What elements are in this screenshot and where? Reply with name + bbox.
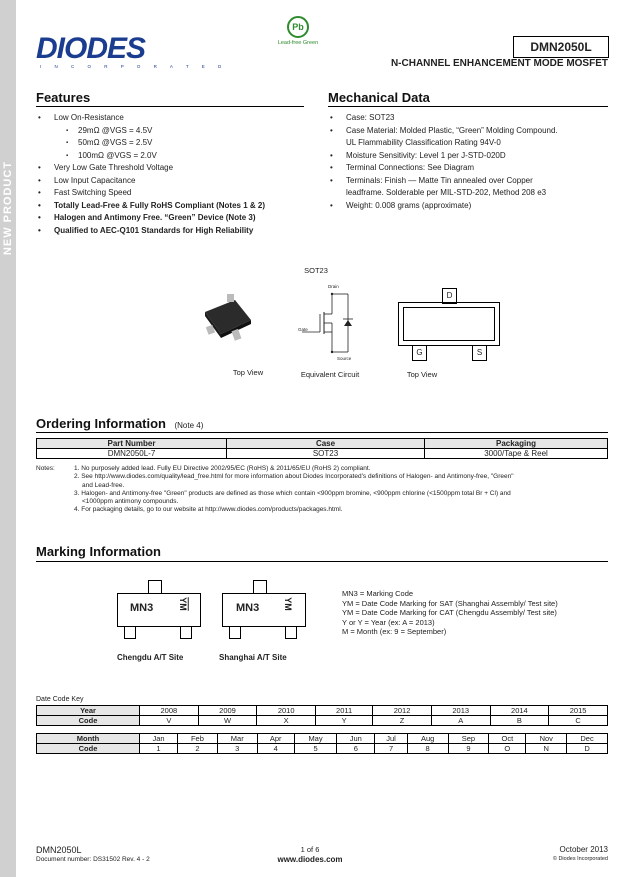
pin-g: G	[412, 345, 427, 361]
year-cell: 2014	[490, 706, 549, 716]
month-code-cell: 1	[140, 744, 178, 754]
mechanical-title: Mechanical Data	[328, 90, 430, 105]
pin-s: S	[472, 345, 487, 361]
source-label: Source	[337, 356, 352, 361]
year-cell: 2012	[373, 706, 432, 716]
year-label: Year	[37, 706, 140, 716]
features-rule	[36, 106, 304, 107]
equivalent-circuit-diagram	[292, 282, 364, 366]
month-code-cell: 5	[294, 744, 337, 754]
lead-free-icon: Pb	[287, 16, 309, 38]
chengdu-top-pin	[148, 580, 162, 594]
cell-packaging: 3000/Tape & Reel	[425, 449, 608, 459]
features-list	[36, 112, 316, 237]
chengdu-site-label: Chengdu A/T Site	[117, 653, 184, 662]
feature-item: ▪ 100mΩ @VGS = 2.0V	[36, 150, 316, 163]
year-cell: 2013	[431, 706, 490, 716]
year-cell: 2015	[549, 706, 608, 716]
header-part-number: Part Number	[37, 439, 227, 449]
month-cell: Jun	[337, 734, 375, 744]
month-row	[37, 734, 608, 744]
year-code-cell: Z	[373, 716, 432, 726]
shanghai-marking-body	[222, 593, 306, 627]
notes-label: Notes:	[36, 465, 55, 472]
year-code-table	[36, 705, 608, 726]
mechanical-rule	[328, 106, 608, 107]
feature-item: • Low Input Capacitance	[36, 175, 316, 188]
feature-item: • Halogen and Antimony Free. “Green” Device (Note 3)	[36, 212, 316, 225]
top-view-label-2: Top View	[406, 370, 438, 379]
footer-doc-number: Document number: DS31502 Rev. 4 - 2	[36, 856, 150, 863]
year-code-cell: Y	[316, 716, 373, 726]
month-code-cell: 7	[375, 744, 407, 754]
year-cell: 2008	[140, 706, 199, 716]
chengdu-pin-left	[124, 626, 136, 639]
shanghai-site-label: Shanghai A/T Site	[219, 653, 287, 662]
legend-line-2: YM = Date Code Marking for SAT (Shanghai Assembly/ Test site)	[342, 598, 558, 608]
month-code-row	[37, 744, 608, 754]
header-case: Case	[227, 439, 425, 449]
year-cell: 2009	[198, 706, 257, 716]
month-cell: Nov	[526, 734, 567, 744]
year-row	[37, 706, 608, 716]
top-view-label-1: Top View	[232, 368, 264, 377]
shanghai-pin-right	[285, 626, 297, 639]
year-code-cell: C	[549, 716, 608, 726]
year-cell: 2010	[257, 706, 316, 716]
month-code-cell: D	[567, 744, 608, 754]
ordering-table	[36, 438, 608, 459]
month-code-cell: 4	[257, 744, 294, 754]
table-row	[37, 449, 608, 459]
cell-case: SOT23	[227, 449, 425, 459]
ordering-title: Ordering Information	[36, 416, 166, 431]
month-code-cell: 6	[337, 744, 375, 754]
month-cell: Feb	[177, 734, 217, 744]
legend-line-5: M = Month (ex: 9 = September)	[342, 627, 447, 636]
footer-copyright: © Diodes Incorporated	[552, 856, 608, 862]
month-cell: Jan	[140, 734, 178, 744]
feature-item: ▪ 29mΩ @VGS = 4.5V	[36, 125, 316, 138]
part-number-box: DMN2050L	[513, 36, 609, 58]
year-code-cell: A	[431, 716, 490, 726]
equivalent-circuit-label: Equivalent Circuit	[300, 370, 360, 379]
month-cell: Aug	[407, 734, 448, 744]
month-code-cell: 9	[448, 744, 489, 754]
month-cell: Jul	[375, 734, 407, 744]
chengdu-marking-code: MN3	[130, 602, 154, 614]
notes-list	[74, 465, 614, 515]
package-label: SOT23	[304, 266, 328, 275]
drain-label: Drain	[328, 284, 339, 289]
chengdu-pin-right	[180, 626, 192, 639]
ordering-header-row	[37, 439, 608, 449]
year-code-row	[37, 716, 608, 726]
marking-title: Marking Information	[36, 544, 161, 559]
shanghai-pin-left	[229, 626, 241, 639]
diodes-logo: DIODES	[36, 32, 146, 65]
note-4: 4. For packaging details, go to our website at http://www.diodes.com/products/packages.html.	[74, 506, 343, 514]
month-cell: Apr	[257, 734, 294, 744]
chengdu-date-code: $\overline{YM}$	[177, 597, 188, 611]
year-code-cell: W	[198, 716, 257, 726]
new-product-label: NEW PRODUCT	[2, 160, 14, 256]
note-2-cont: and Lead-free.	[82, 481, 125, 489]
shanghai-date-code: YM	[282, 597, 293, 611]
feature-item: • Totally Lead-Free & Fully RoHS Compliant (Notes 1 & 2)	[36, 200, 316, 213]
legend-line-1: MN3 = Marking Code	[342, 589, 414, 598]
year-cell: 2011	[316, 706, 373, 716]
mechanical-item: UL Flammability Classification Rating 94V-0	[346, 138, 501, 147]
month-cell: Mar	[217, 734, 257, 744]
footer-part: DMN2050L	[36, 845, 82, 855]
month-cell: Dec	[567, 734, 608, 744]
device-subtitle: N-CHANNEL ENHANCEMENT MODE MOSFET	[390, 58, 608, 69]
month-cell: May	[294, 734, 337, 744]
note-1: 1. No purposely added lead. Fully EU Directive 2002/95/EC (RoHS) & 2011/65/EU (RoHS 2) compliant.	[74, 465, 371, 472]
footer-page: 1 of 6	[300, 845, 320, 854]
mechanical-item: • Terminals: Finish — Matte Tin annealed over Copper	[328, 175, 613, 188]
mechanical-list	[328, 112, 613, 212]
month-code-cell: 8	[407, 744, 448, 754]
year-code-cell: B	[490, 716, 549, 726]
marking-rule	[36, 561, 608, 562]
mechanical-item: • Moisture Sensitivity: Level 1 per J-STD-020D	[328, 150, 613, 163]
footer-date: October 2013	[559, 845, 608, 854]
ordering-rule	[36, 432, 608, 433]
gate-label: Gate	[298, 327, 308, 332]
note-3-cont: <1000ppm antimony compounds.	[82, 498, 179, 506]
date-code-title: Date Code Key	[36, 696, 84, 703]
month-code-table	[36, 733, 608, 754]
month-code-cell: 3	[217, 744, 257, 754]
mechanical-item: • Terminal Connections: See Diagram	[328, 162, 613, 175]
cell-part-number: DMN2050L-7	[37, 449, 227, 459]
legend-line-4: Y or Y = Year (ex: A = 2013)	[342, 617, 435, 627]
year-code-cell: V	[140, 716, 199, 726]
feature-item: • Low On-Resistance	[36, 112, 316, 125]
feature-item: • Very Low Gate Threshold Voltage	[36, 162, 316, 175]
month-code-label: Code	[37, 744, 140, 754]
marking-legend	[342, 589, 612, 637]
sot23-package-image	[185, 290, 265, 360]
mechanical-item: • Weight: 0.008 grams (approximate)	[328, 200, 613, 213]
ordering-note: (Note 4)	[174, 421, 204, 430]
header-packaging: Packaging	[425, 439, 608, 449]
ordering-heading	[36, 415, 203, 433]
month-code-cell: N	[526, 744, 567, 754]
shanghai-marking-code: MN3	[236, 602, 260, 614]
feature-item: ▪ 50mΩ @VGS = 2.5V	[36, 137, 316, 150]
month-cell: Oct	[489, 734, 526, 744]
footer-website[interactable]: www.diodes.com	[277, 855, 343, 864]
lead-free-caption: Lead-free Green	[277, 40, 319, 46]
pin-d: D	[442, 288, 457, 304]
month-label: Month	[37, 734, 140, 744]
feature-item: • Qualified to AEC-Q101 Standards for High Reliability	[36, 225, 316, 238]
pinout-body	[398, 302, 500, 346]
year-code-cell: X	[257, 716, 316, 726]
code-label: Code	[37, 716, 140, 726]
month-code-cell: 2	[177, 744, 217, 754]
note-3: 3. Halogen- and Antimony-free "Green" products are defined as those which contain <900ppm bromine, <900ppm chlorine (<1500ppm total Br + Cl) and	[74, 489, 511, 497]
logo-subtitle: I N C O R P O R A T E D	[40, 64, 228, 69]
mechanical-item: • Case Material: Molded Plastic, “Green” Molding Compound.	[328, 125, 613, 138]
shanghai-top-pin	[253, 580, 267, 594]
note-2: 2. See http://www.diodes.com/quality/lead_free.html for more information about Diodes Incorporated’s definitions of Halogen- and Antimony-free, "Green"	[74, 473, 514, 481]
month-code-cell: O	[489, 744, 526, 754]
month-cell: Sep	[448, 734, 489, 744]
features-title: Features	[36, 90, 91, 105]
legend-line-3: YM = Date Code Marking for CAT (Chengdu Assembly/ Test site)	[342, 608, 557, 617]
mechanical-item: • Case: SOT23	[328, 112, 613, 125]
mechanical-item: leadframe. Solderable per MIL-STD-202, Method 208 e3	[346, 188, 547, 197]
feature-item: • Fast Switching Speed	[36, 187, 316, 200]
